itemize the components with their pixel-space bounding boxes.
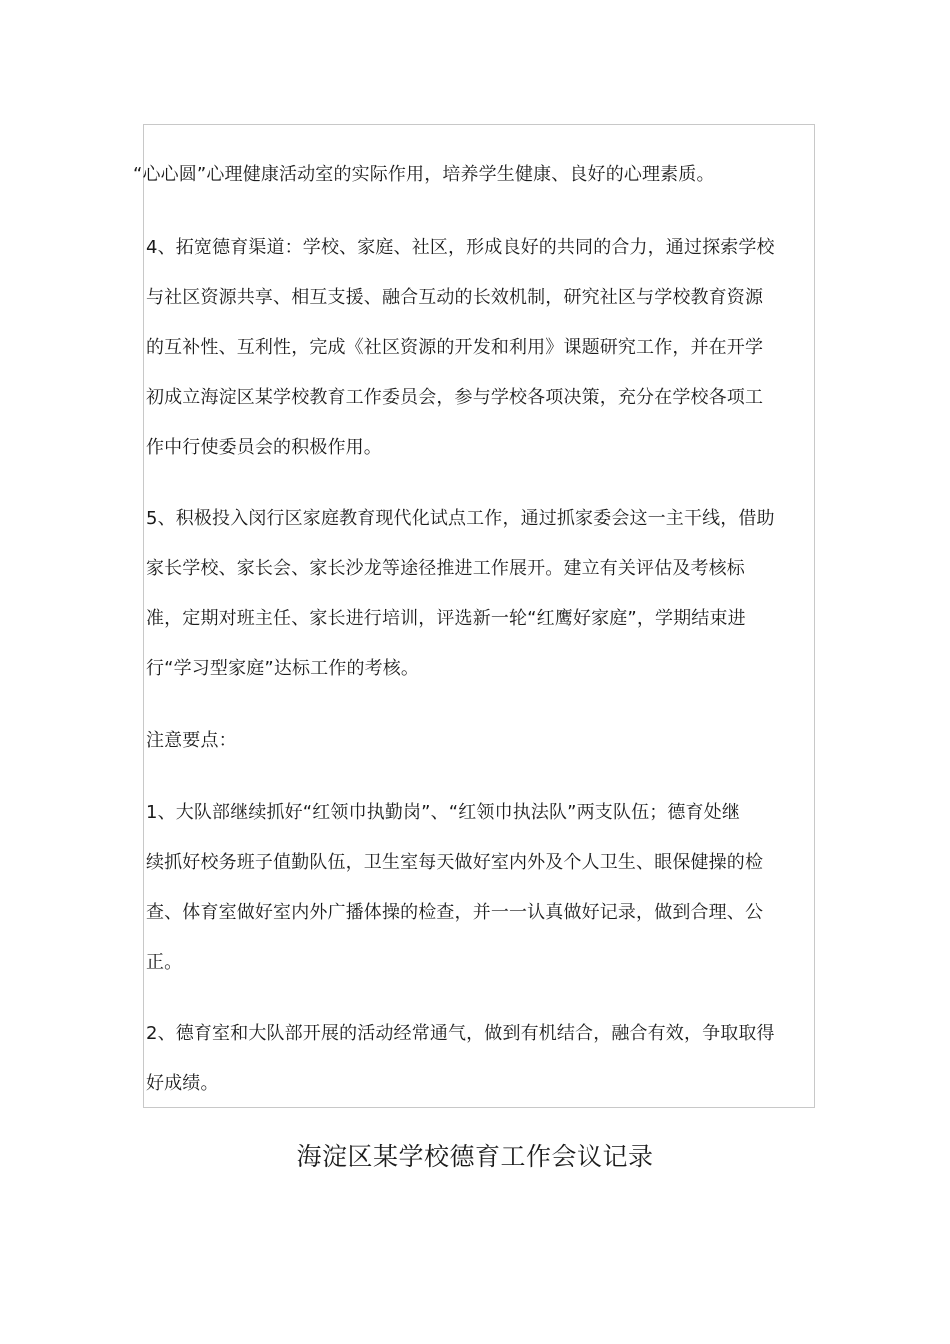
text-line: 初成立海淀区某学校教育工作委员会，参与学校各项决策，充分在学校各项工 [146, 387, 764, 408]
text-line: 1、大队部继续抓好“红领巾执勤岗”、“红领巾执法队”两支队伍；德育处继 [146, 802, 740, 823]
text-line: 准，定期对班主任、家长进行培训，评选新一轮“红鹰好家庭”，学期结束进 [146, 608, 746, 629]
text-line: 作中行使委员会的积极作用。 [146, 437, 382, 458]
text-line: 行“学习型家庭”达标工作的考核。 [146, 658, 420, 679]
text-line: 2、德育室和大队部开展的活动经常通气，做到有机结合，融合有效，争取取得 [146, 1023, 775, 1044]
text-line: 5、积极投入闵行区家庭教育现代化试点工作，通过抓家委会这一主干线，借助 [146, 508, 775, 529]
text-line: 家长学校、家长会、家长沙龙等途径推进工作展开。建立有关评估及考核标 [146, 558, 745, 579]
text-line: 续抓好校务班子值勤队伍，卫生室每天做好室内外及个人卫生、眼保健操的检 [146, 852, 764, 873]
text-line: 正。 [146, 952, 183, 973]
text-line: 注意要点： [146, 730, 237, 751]
text-line: “心心圆”心理健康活动室的实际作用，培养学生健康、良好的心理素质。 [133, 164, 715, 185]
document-text-box [133, 124, 815, 1108]
document-title: 海淀区某学校德育工作会议记录 [296, 1142, 654, 1171]
text-line: 与社区资源共享、相互支援、融合互动的长效机制，研究社区与学校教育资源 [146, 287, 764, 308]
text-line: 4、拓宽德育渠道：学校、家庭、社区，形成良好的共同的合力，通过探索学校 [146, 237, 775, 258]
text-line: 的互补性、互利性，完成《社区资源的开发和利用》课题研究工作，并在开学 [146, 337, 764, 358]
text-line: 查、体育室做好室内外广播体操的检查，并一一认真做好记录，做到合理、公 [146, 902, 764, 923]
text-line: 好成绩。 [146, 1073, 219, 1094]
